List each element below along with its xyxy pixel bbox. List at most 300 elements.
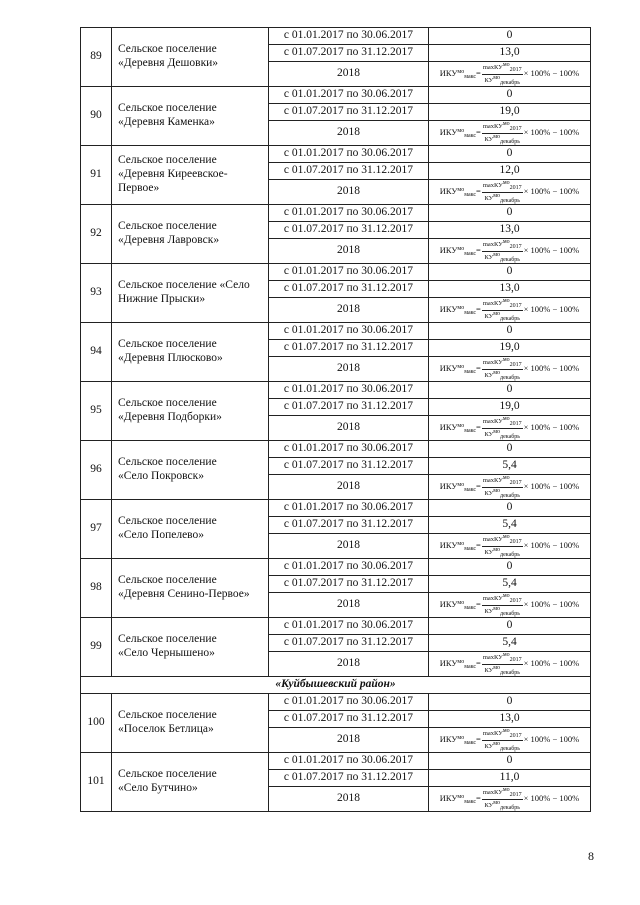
formula-fraction: [482, 787, 523, 811]
formula-lhs-sup: мо: [457, 793, 465, 800]
formula-lhs: ИКУ: [439, 657, 458, 668]
formula-rhs: × 100% − 100%: [523, 67, 580, 78]
value-second-half: 5,4: [429, 576, 591, 593]
value-second-half: 19,0: [429, 340, 591, 357]
formula-eq: =: [476, 539, 481, 550]
formula-rhs: × 100% − 100%: [523, 539, 580, 550]
formula-rhs: × 100% − 100%: [523, 303, 580, 314]
value-second-half: 5,4: [429, 635, 591, 652]
formula-lhs-sup: мо: [457, 734, 465, 741]
formula-den-sub: декабрь: [500, 256, 521, 263]
formula-num-sup: мо: [502, 298, 510, 305]
formula-num-sub: 2017: [509, 362, 522, 369]
formula: [439, 534, 580, 558]
formula-den-sub: декабрь: [500, 804, 521, 811]
formula-den-sup: мо: [493, 310, 501, 317]
settlement-name-line: «Деревня Подборки»: [118, 411, 222, 423]
formula-den: КУ: [484, 312, 494, 320]
period-second-half: с 01.07.2017 по 31.12.2017: [269, 104, 429, 121]
settlement-name-line: Сельское поселение: [118, 456, 217, 469]
formula-cell: [429, 728, 591, 753]
formula-num-sup: мо: [502, 357, 510, 364]
formula-num-sub: 2017: [509, 792, 522, 799]
period-second-half: с 01.07.2017 по 31.12.2017: [269, 458, 429, 475]
formula-den-sup: мо: [493, 74, 501, 81]
formula-den: КУ: [484, 548, 494, 556]
formula-numerator: [482, 728, 523, 740]
formula-den-sup: мо: [493, 546, 501, 553]
formula-num-sup: мо: [502, 180, 510, 187]
formula-den-sup: мо: [493, 605, 501, 612]
formula-lhs: ИКУ: [439, 67, 458, 78]
formula-den-sup: мо: [493, 664, 501, 671]
formula: [439, 357, 580, 381]
value-first-half: 0: [429, 205, 591, 222]
formula-cell: [429, 298, 591, 323]
formula-lhs-sup: мо: [457, 245, 465, 252]
formula-lhs: ИКУ: [439, 244, 458, 255]
formula-rhs: × 100% − 100%: [523, 792, 580, 803]
table-row: [81, 753, 591, 770]
settlement-name-line: «Село Покровск»: [118, 470, 204, 482]
settlement-number: 94: [81, 323, 112, 382]
settlement-name-line: Нижние Прыски»: [118, 293, 206, 305]
period-first-half: с 01.01.2017 по 30.06.2017: [269, 323, 429, 340]
formula-lhs-sup: мо: [457, 540, 465, 547]
formula-denominator: [482, 134, 523, 145]
page-number: 8: [588, 849, 594, 863]
formula-rhs: × 100% − 100%: [523, 598, 580, 609]
value-second-half: 5,4: [429, 517, 591, 534]
formula-num-sub: 2017: [509, 303, 522, 310]
value-second-half: 13,0: [429, 222, 591, 239]
document-page: [80, 27, 590, 812]
settlement-name-line: Сельское поселение: [118, 515, 217, 528]
formula-numerator: [482, 239, 523, 251]
formula-numerator: [482, 180, 523, 192]
formula-lhs: ИКУ: [439, 539, 458, 550]
settlement-name-line: Сельское поселение: [118, 574, 217, 587]
formula-rhs: × 100% − 100%: [523, 126, 580, 137]
settlement-name-line: Сельское поселение: [118, 768, 217, 781]
tariff-table: [80, 27, 591, 812]
value-first-half: 0: [429, 264, 591, 281]
formula-num: maxКУ: [482, 418, 503, 426]
settlement-name-line: «Поселок Бетлица»: [118, 723, 214, 735]
formula-num: maxКУ: [482, 789, 503, 797]
period-second-half: с 01.07.2017 по 31.12.2017: [269, 45, 429, 62]
period-first-half: с 01.01.2017 по 30.06.2017: [269, 87, 429, 104]
year-cell: 2018: [269, 239, 429, 264]
formula-rhs: × 100% − 100%: [523, 244, 580, 255]
formula-den: КУ: [484, 742, 494, 750]
formula-cell: [429, 357, 591, 382]
formula-lhs-sub: макс: [464, 250, 477, 257]
formula: [439, 239, 580, 263]
formula-lhs-sup: мо: [457, 363, 465, 370]
value-first-half: 0: [429, 500, 591, 517]
formula-numerator: [482, 475, 523, 487]
formula-eq: =: [476, 733, 481, 744]
formula-eq: =: [476, 126, 481, 137]
formula-rhs: × 100% − 100%: [523, 733, 580, 744]
settlement-name-line: Сельское поселение: [118, 397, 217, 410]
period-first-half: с 01.01.2017 по 30.06.2017: [269, 618, 429, 635]
formula-num-sup: мо: [502, 652, 510, 659]
formula-numerator: [482, 416, 523, 428]
year-cell: 2018: [269, 357, 429, 382]
value-second-half: 13,0: [429, 711, 591, 728]
formula-lhs: ИКУ: [439, 733, 458, 744]
formula-lhs-sub: макс: [464, 427, 477, 434]
formula-fraction: [482, 534, 523, 558]
formula-num: maxКУ: [482, 477, 503, 485]
formula-denominator: [482, 665, 523, 676]
period-first-half: с 01.01.2017 по 30.06.2017: [269, 205, 429, 222]
formula-lhs: ИКУ: [439, 792, 458, 803]
period-second-half: с 01.07.2017 по 31.12.2017: [269, 576, 429, 593]
settlement-number: 89: [81, 28, 112, 87]
formula-lhs: ИКУ: [439, 598, 458, 609]
formula-eq: =: [476, 362, 481, 373]
period-first-half: с 01.01.2017 по 30.06.2017: [269, 382, 429, 399]
period-second-half: с 01.07.2017 по 31.12.2017: [269, 340, 429, 357]
formula-num: maxКУ: [482, 595, 503, 603]
formula-denominator: [482, 370, 523, 381]
formula-fraction: [482, 298, 523, 322]
period-second-half: с 01.07.2017 по 31.12.2017: [269, 281, 429, 298]
value-first-half: 0: [429, 323, 591, 340]
value-second-half: 13,0: [429, 281, 591, 298]
year-cell: 2018: [269, 534, 429, 559]
formula-denominator: [482, 547, 523, 558]
formula: [439, 180, 580, 204]
formula-lhs-sub: макс: [464, 73, 477, 80]
formula: [439, 475, 580, 499]
formula-numerator: [482, 787, 523, 799]
settlement-number: 91: [81, 146, 112, 205]
formula-fraction: [482, 416, 523, 440]
settlement-name: [112, 694, 269, 753]
formula-cell: [429, 416, 591, 441]
table-row: [81, 500, 591, 517]
formula-den-sup: мо: [493, 799, 501, 806]
formula-lhs-sub: макс: [464, 132, 477, 139]
settlement-name: [112, 753, 269, 812]
value-first-half: 0: [429, 382, 591, 399]
formula-num-sup: мо: [502, 787, 510, 794]
settlement-name-line: Сельское поселение: [118, 338, 217, 351]
formula-eq: =: [476, 421, 481, 432]
formula-num: maxКУ: [482, 654, 503, 662]
value-first-half: 0: [429, 28, 591, 45]
settlement-number: 93: [81, 264, 112, 323]
formula: [439, 787, 580, 811]
settlement-number: 98: [81, 559, 112, 618]
formula-den-sub: декабрь: [500, 374, 521, 381]
formula-rhs: × 100% − 100%: [523, 421, 580, 432]
year-cell: 2018: [269, 652, 429, 677]
formula-den: КУ: [484, 194, 494, 202]
formula: [439, 121, 580, 145]
formula-den-sup: мо: [493, 428, 501, 435]
period-first-half: с 01.01.2017 по 30.06.2017: [269, 264, 429, 281]
formula-numerator: [482, 121, 523, 133]
year-cell: 2018: [269, 787, 429, 812]
year-cell: 2018: [269, 475, 429, 500]
period-first-half: с 01.01.2017 по 30.06.2017: [269, 146, 429, 163]
value-first-half: 0: [429, 694, 591, 711]
formula-lhs-sub: макс: [464, 545, 477, 552]
period-first-half: с 01.01.2017 по 30.06.2017: [269, 753, 429, 770]
settlement-name: [112, 618, 269, 677]
formula-fraction: [482, 180, 523, 204]
formula-num-sup: мо: [502, 62, 510, 69]
settlement-name-line: «Деревня Плюсково»: [118, 352, 223, 364]
settlement-name: [112, 28, 269, 87]
formula-den-sup: мо: [493, 740, 501, 747]
formula-eq: =: [476, 303, 481, 314]
formula-fraction: [482, 475, 523, 499]
settlement-name-line: Сельское поселение: [118, 43, 217, 56]
settlement-name-line: Первое»: [118, 181, 160, 194]
formula-rhs: × 100% − 100%: [523, 185, 580, 196]
year-cell: 2018: [269, 593, 429, 618]
period-second-half: с 01.07.2017 по 31.12.2017: [269, 222, 429, 239]
formula-num-sup: мо: [502, 239, 510, 246]
period-second-half: с 01.07.2017 по 31.12.2017: [269, 770, 429, 787]
formula-cell: [429, 787, 591, 812]
formula-lhs: ИКУ: [439, 126, 458, 137]
settlement-name: [112, 441, 269, 500]
formula-lhs-sub: макс: [464, 798, 477, 805]
formula-cell: [429, 62, 591, 87]
value-first-half: 0: [429, 441, 591, 458]
formula-den-sup: мо: [493, 133, 501, 140]
formula-eq: =: [476, 480, 481, 491]
settlement-name-line: Сельское поселение «Село: [118, 279, 250, 292]
value-first-half: 0: [429, 87, 591, 104]
year-cell: 2018: [269, 728, 429, 753]
settlement-name: [112, 382, 269, 441]
year-cell: 2018: [269, 298, 429, 323]
formula-numerator: [482, 357, 523, 369]
formula-lhs: ИКУ: [439, 185, 458, 196]
formula-numerator: [482, 298, 523, 310]
table-row: [81, 87, 591, 104]
formula-lhs-sup: мо: [457, 127, 465, 134]
formula-den-sup: мо: [493, 251, 501, 258]
formula: [439, 298, 580, 322]
value-second-half: 5,4: [429, 458, 591, 475]
formula-den-sub: декабрь: [500, 669, 521, 676]
formula-numerator: [482, 62, 523, 74]
formula-den-sup: мо: [493, 369, 501, 376]
formula-den: КУ: [484, 489, 494, 497]
formula-lhs-sup: мо: [457, 481, 465, 488]
period-second-half: с 01.07.2017 по 31.12.2017: [269, 163, 429, 180]
settlement-number: 92: [81, 205, 112, 264]
settlement-name-line: «Деревня Киреевское-: [118, 168, 228, 181]
period-first-half: с 01.01.2017 по 30.06.2017: [269, 559, 429, 576]
formula-den: КУ: [484, 371, 494, 379]
period-first-half: с 01.01.2017 по 30.06.2017: [269, 500, 429, 517]
formula-rhs: × 100% − 100%: [523, 362, 580, 373]
formula-den: КУ: [484, 607, 494, 615]
year-cell: 2018: [269, 121, 429, 146]
formula-num-sub: 2017: [509, 598, 522, 605]
table-row: [81, 559, 591, 576]
formula-num: maxКУ: [482, 536, 503, 544]
district-heading: «Куйбышевский район»: [81, 677, 591, 694]
settlement-name-line: «Село Чернышено»: [118, 647, 215, 659]
formula-numerator: [482, 652, 523, 664]
value-second-half: 13,0: [429, 45, 591, 62]
district-row: [81, 677, 591, 694]
formula-num-sub: 2017: [509, 185, 522, 192]
formula-den-sub: декабрь: [500, 138, 521, 145]
formula-lhs: ИКУ: [439, 362, 458, 373]
formula-lhs-sub: макс: [464, 309, 477, 316]
settlement-name-line: «Село Попелево»: [118, 529, 205, 541]
formula-den-sub: декабрь: [500, 197, 521, 204]
value-second-half: 11,0: [429, 770, 591, 787]
formula: [439, 62, 580, 86]
value-second-half: 19,0: [429, 399, 591, 416]
formula-fraction: [482, 62, 523, 86]
table-row: [81, 694, 591, 711]
formula-denominator: [482, 606, 523, 617]
settlement-name-line: «Деревня Лавровск»: [118, 234, 220, 246]
formula-den-sub: декабрь: [500, 610, 521, 617]
formula-denominator: [482, 252, 523, 263]
formula-lhs-sup: мо: [457, 304, 465, 311]
formula: [439, 416, 580, 440]
formula-denominator: [482, 741, 523, 752]
formula-fraction: [482, 357, 523, 381]
formula-eq: =: [476, 67, 481, 78]
settlement-name: [112, 323, 269, 382]
formula-lhs-sup: мо: [457, 658, 465, 665]
formula-cell: [429, 652, 591, 677]
formula-denominator: [482, 193, 523, 204]
formula-den-sub: декабрь: [500, 492, 521, 499]
formula-num-sup: мо: [502, 593, 510, 600]
table-row: [81, 28, 591, 45]
period-second-half: с 01.07.2017 по 31.12.2017: [269, 711, 429, 728]
formula-num-sup: мо: [502, 534, 510, 541]
settlement-name: [112, 500, 269, 559]
formula-eq: =: [476, 657, 481, 668]
formula-lhs-sub: макс: [464, 739, 477, 746]
formula-den-sub: декабрь: [500, 745, 521, 752]
value-first-half: 0: [429, 146, 591, 163]
formula-denominator: [482, 800, 523, 811]
formula-fraction: [482, 652, 523, 676]
formula-eq: =: [476, 598, 481, 609]
table-row: [81, 323, 591, 340]
table-row: [81, 264, 591, 281]
formula-lhs-sub: макс: [464, 486, 477, 493]
formula-lhs-sub: макс: [464, 663, 477, 670]
formula: [439, 593, 580, 617]
year-cell: 2018: [269, 62, 429, 87]
year-cell: 2018: [269, 180, 429, 205]
formula-eq: =: [476, 185, 481, 196]
settlement-name-line: Сельское поселение: [118, 154, 217, 167]
formula-den-sup: мо: [493, 487, 501, 494]
settlement-name-line: «Деревня Сенино-Первое»: [118, 588, 250, 600]
formula-den: КУ: [484, 666, 494, 674]
formula-numerator: [482, 593, 523, 605]
formula-denominator: [482, 488, 523, 499]
formula-den: КУ: [484, 253, 494, 261]
table-row: [81, 618, 591, 635]
formula-num-sub: 2017: [509, 657, 522, 664]
formula-den-sub: декабрь: [500, 79, 521, 86]
settlement-name: [112, 559, 269, 618]
value-first-half: 0: [429, 753, 591, 770]
table-row: [81, 205, 591, 222]
formula-num: maxКУ: [482, 64, 503, 72]
formula-den-sup: мо: [493, 192, 501, 199]
formula-fraction: [482, 121, 523, 145]
settlement-number: 100: [81, 694, 112, 753]
formula-cell: [429, 121, 591, 146]
settlement-name-line: Сельское поселение: [118, 709, 217, 722]
formula-num: maxКУ: [482, 300, 503, 308]
formula-cell: [429, 475, 591, 500]
formula-cell: [429, 239, 591, 264]
formula: [439, 652, 580, 676]
value-second-half: 19,0: [429, 104, 591, 121]
value-first-half: 0: [429, 559, 591, 576]
formula-num-sup: мо: [502, 728, 510, 735]
settlement-name-line: Сельское поселение: [118, 220, 217, 233]
formula-fraction: [482, 728, 523, 752]
formula-lhs-sub: макс: [464, 191, 477, 198]
formula-eq: =: [476, 244, 481, 255]
formula-lhs-sup: мо: [457, 186, 465, 193]
period-second-half: с 01.07.2017 по 31.12.2017: [269, 517, 429, 534]
formula-num-sub: 2017: [509, 480, 522, 487]
settlement-name: [112, 146, 269, 205]
formula-cell: [429, 593, 591, 618]
settlement-name-line: «Деревня Каменка»: [118, 116, 215, 128]
formula-num-sup: мо: [502, 121, 510, 128]
formula-num-sub: 2017: [509, 126, 522, 133]
settlement-name: [112, 87, 269, 146]
formula-den-sub: декабрь: [500, 433, 521, 440]
settlement-number: 101: [81, 753, 112, 812]
formula-lhs: ИКУ: [439, 480, 458, 491]
formula-lhs: ИКУ: [439, 421, 458, 432]
formula-eq: =: [476, 792, 481, 803]
settlement-number: 97: [81, 500, 112, 559]
formula-lhs-sup: мо: [457, 599, 465, 606]
formula-cell: [429, 180, 591, 205]
formula-cell: [429, 534, 591, 559]
formula-den: КУ: [484, 430, 494, 438]
formula-num: maxКУ: [482, 359, 503, 367]
formula-denominator: [482, 311, 523, 322]
formula-fraction: [482, 593, 523, 617]
table-row: [81, 382, 591, 399]
formula-rhs: × 100% − 100%: [523, 657, 580, 668]
formula-rhs: × 100% − 100%: [523, 480, 580, 491]
period-first-half: с 01.01.2017 по 30.06.2017: [269, 694, 429, 711]
formula-num: maxКУ: [482, 182, 503, 190]
